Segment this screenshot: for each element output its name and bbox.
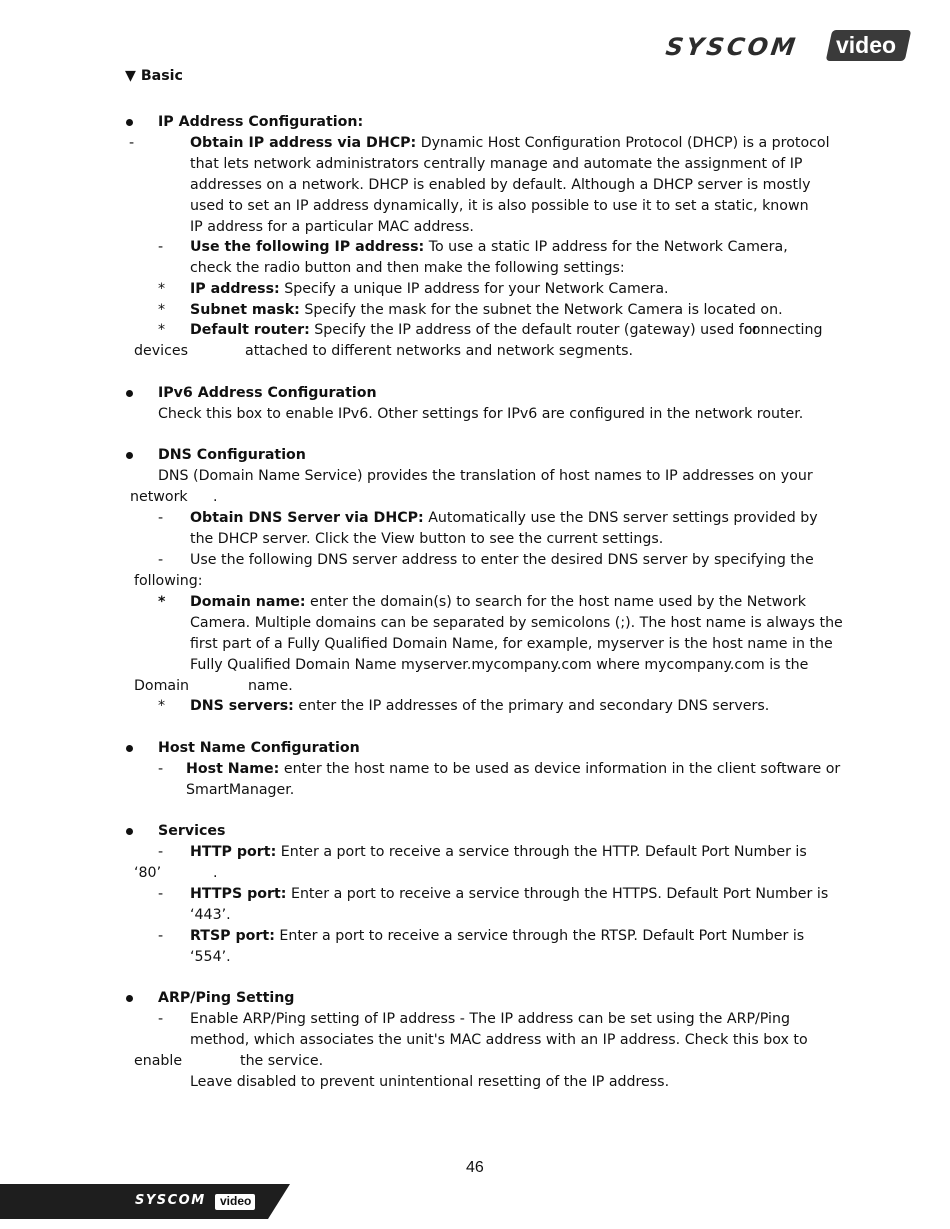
default-router-text: Specify the IP address of the default router (gateway) used for bbox=[309, 322, 759, 338]
https-port-line1 bbox=[190, 886, 828, 902]
dns-servers-label: DNS servers: bbox=[190, 698, 294, 714]
footer-logo-video-text: video bbox=[220, 1194, 252, 1208]
subnet-mask-label: Subnet mask: bbox=[190, 302, 300, 318]
domain-name-line2: Camera. Multiple domains can be separated by semicolons (;). The host name is always the bbox=[190, 615, 843, 631]
bullet-dot bbox=[126, 452, 133, 459]
dns-servers-text: enter the IP addresses of the primary and secondary DNS servers. bbox=[293, 698, 770, 714]
host-name-line2: SmartManager. bbox=[186, 782, 295, 798]
star-marker: * bbox=[158, 281, 166, 297]
domain-name-line5a: Domain bbox=[134, 678, 190, 694]
dash-marker: - bbox=[158, 886, 164, 902]
ip-address-text: Specify a unique IP address for your Network Camera. bbox=[279, 281, 669, 297]
ip-static-label: Use the following IP address: bbox=[190, 239, 425, 255]
http-port-text: Enter a port to receive a service through the HTTP. Default Port Number is bbox=[276, 844, 807, 860]
http-port-label: HTTP port: bbox=[190, 844, 277, 860]
domain-name-line3: first part of a Fully Qualified Domain Name, for example, myserver is the host name in the bbox=[190, 636, 833, 652]
ip-dhcp-line5: IP address for a particular MAC address. bbox=[190, 219, 474, 235]
logo-video-text: video bbox=[836, 32, 897, 58]
star-marker: * bbox=[158, 594, 166, 610]
logo-brand-text: SYSCOM bbox=[664, 33, 800, 61]
ip-dhcp-line1 bbox=[190, 135, 830, 151]
http-port-line1 bbox=[190, 844, 807, 860]
heading-host-name-config: Host Name Configuration bbox=[158, 740, 360, 756]
subnet-mask-item bbox=[190, 302, 783, 318]
https-port-text: Enter a port to receive a service through the HTTPS. Default Port Number is bbox=[286, 886, 829, 902]
ip-static-text: To use a static IP address for the Network Camera, bbox=[424, 239, 788, 255]
https-port-label: HTTPS port: bbox=[190, 886, 287, 902]
ip-dhcp-line4: used to set an IP address dynamically, it is also possible to use it to set a static, known bbox=[190, 198, 809, 214]
syscom-video-logo bbox=[666, 30, 908, 61]
arp-line2: method, which associates the unit's MAC address with an IP address. Check this box to bbox=[190, 1032, 808, 1048]
https-port-line2: ‘443’. bbox=[190, 907, 231, 923]
default-router-line2a: devices bbox=[134, 343, 188, 359]
dns-servers-item bbox=[190, 698, 769, 714]
ip-static-line2: check the radio button and then make the following settings: bbox=[190, 260, 625, 276]
ip-address-item bbox=[190, 281, 669, 297]
footer-logo-brand: SYSCOM bbox=[135, 1193, 206, 1208]
bullet-dot bbox=[126, 390, 133, 397]
domain-name-text: enter the domain(s) to search for the host name used by the Network bbox=[305, 594, 806, 610]
rtsp-port-text: Enter a port to receive a service through the RTSP. Default Port Number is bbox=[274, 928, 805, 944]
default-router-line2b: attached to different networks and network segments. bbox=[245, 343, 634, 359]
default-router-text-end: connecting bbox=[744, 322, 823, 338]
arp-line3b: the service. bbox=[240, 1053, 324, 1069]
http-port-line2b: . bbox=[213, 865, 218, 881]
ip-dhcp-label: Obtain IP address via DHCP: bbox=[190, 135, 417, 151]
dns-dhcp-text: Automatically use the DNS server settings provided by bbox=[423, 510, 818, 526]
bullet-dot bbox=[126, 995, 133, 1002]
heading-dns-config: DNS Configuration bbox=[158, 447, 306, 463]
subnet-mask-text: Specify the mask for the subnet the Network Camera is located on. bbox=[299, 302, 783, 318]
dns-dhcp-line1 bbox=[190, 510, 818, 526]
domain-name-line5b: name. bbox=[248, 678, 293, 694]
star-marker: * bbox=[158, 302, 166, 318]
rtsp-port-line1 bbox=[190, 928, 804, 944]
host-name-line1 bbox=[186, 761, 840, 777]
ip-dhcp-line3: addresses on a network. DHCP is enabled by default. Although a DHCP server is mostly bbox=[190, 177, 811, 193]
domain-name-line4: Fully Qualified Domain Name myserver.mycompany.com where mycompany.com is the bbox=[190, 657, 809, 673]
page-number: 46 bbox=[466, 1159, 484, 1176]
host-name-text: enter the host name to be used as device information in the client software or bbox=[279, 761, 841, 777]
arp-line1: Enable ARP/Ping setting of IP address - The IP address can be set using the ARP/Ping bbox=[190, 1011, 790, 1027]
rtsp-port-label: RTSP port: bbox=[190, 928, 275, 944]
domain-name-label: Domain name: bbox=[190, 594, 306, 610]
heading-services: Services bbox=[158, 823, 226, 839]
ip-dhcp-text: Dynamic Host Configuration Protocol (DHCP) is a protocol bbox=[416, 135, 830, 151]
dns-manual-line1: Use the following DNS server address to enter the desired DNS server by specifying the bbox=[190, 552, 814, 568]
dns-intro-line2b: . bbox=[213, 489, 218, 505]
dns-manual-line2: following: bbox=[134, 573, 203, 589]
dns-dhcp-label: Obtain DNS Server via DHCP: bbox=[190, 510, 424, 526]
dash-marker: - bbox=[158, 552, 164, 568]
section-title-basic: ▼ Basic bbox=[125, 68, 183, 84]
bullet-dot bbox=[126, 119, 133, 126]
dns-dhcp-line2: the DHCP server. Click the View button to see the current settings. bbox=[190, 531, 664, 547]
domain-name-line1 bbox=[190, 594, 806, 610]
arp-line4: Leave disabled to prevent unintentional resetting of the IP address. bbox=[190, 1074, 670, 1090]
dash-marker: - bbox=[129, 135, 135, 151]
dash-marker: - bbox=[158, 761, 164, 777]
default-router-item bbox=[190, 322, 758, 338]
rtsp-port-line2: ‘554’. bbox=[190, 949, 231, 965]
dash-marker: - bbox=[158, 239, 164, 255]
ip-dhcp-line2: that lets network administrators centrally manage and automate the assignment of IP bbox=[190, 156, 803, 172]
bullet-dot bbox=[126, 745, 133, 752]
footer-logo-video-tag bbox=[215, 1194, 255, 1210]
dash-marker: - bbox=[158, 510, 164, 526]
ip-address-label: IP address: bbox=[190, 281, 280, 297]
default-router-label: Default router: bbox=[190, 322, 310, 338]
arp-line3a: enable bbox=[134, 1053, 183, 1069]
bullet-dot bbox=[126, 828, 133, 835]
star-marker: * bbox=[158, 322, 166, 338]
host-name-label: Host Name: bbox=[186, 761, 280, 777]
dash-marker: - bbox=[158, 928, 164, 944]
heading-ip-config: IP Address Configuration: bbox=[158, 114, 364, 130]
dns-intro-line1: DNS (Domain Name Service) provides the translation of host names to IP addresses on your bbox=[158, 468, 813, 484]
http-port-line2a: ‘80’ bbox=[134, 865, 162, 881]
star-marker: * bbox=[158, 698, 166, 714]
dns-intro-line2a: network bbox=[130, 489, 188, 505]
ip-static-line1 bbox=[190, 239, 788, 255]
dash-marker: - bbox=[158, 844, 164, 860]
dash-marker: - bbox=[158, 1011, 164, 1027]
heading-arp-ping: ARP/Ping Setting bbox=[158, 990, 295, 1006]
heading-ipv6-config: IPv6 Address Configuration bbox=[158, 385, 377, 401]
ipv6-text: Check this box to enable IPv6. Other settings for IPv6 are configured in the network router. bbox=[158, 406, 804, 422]
